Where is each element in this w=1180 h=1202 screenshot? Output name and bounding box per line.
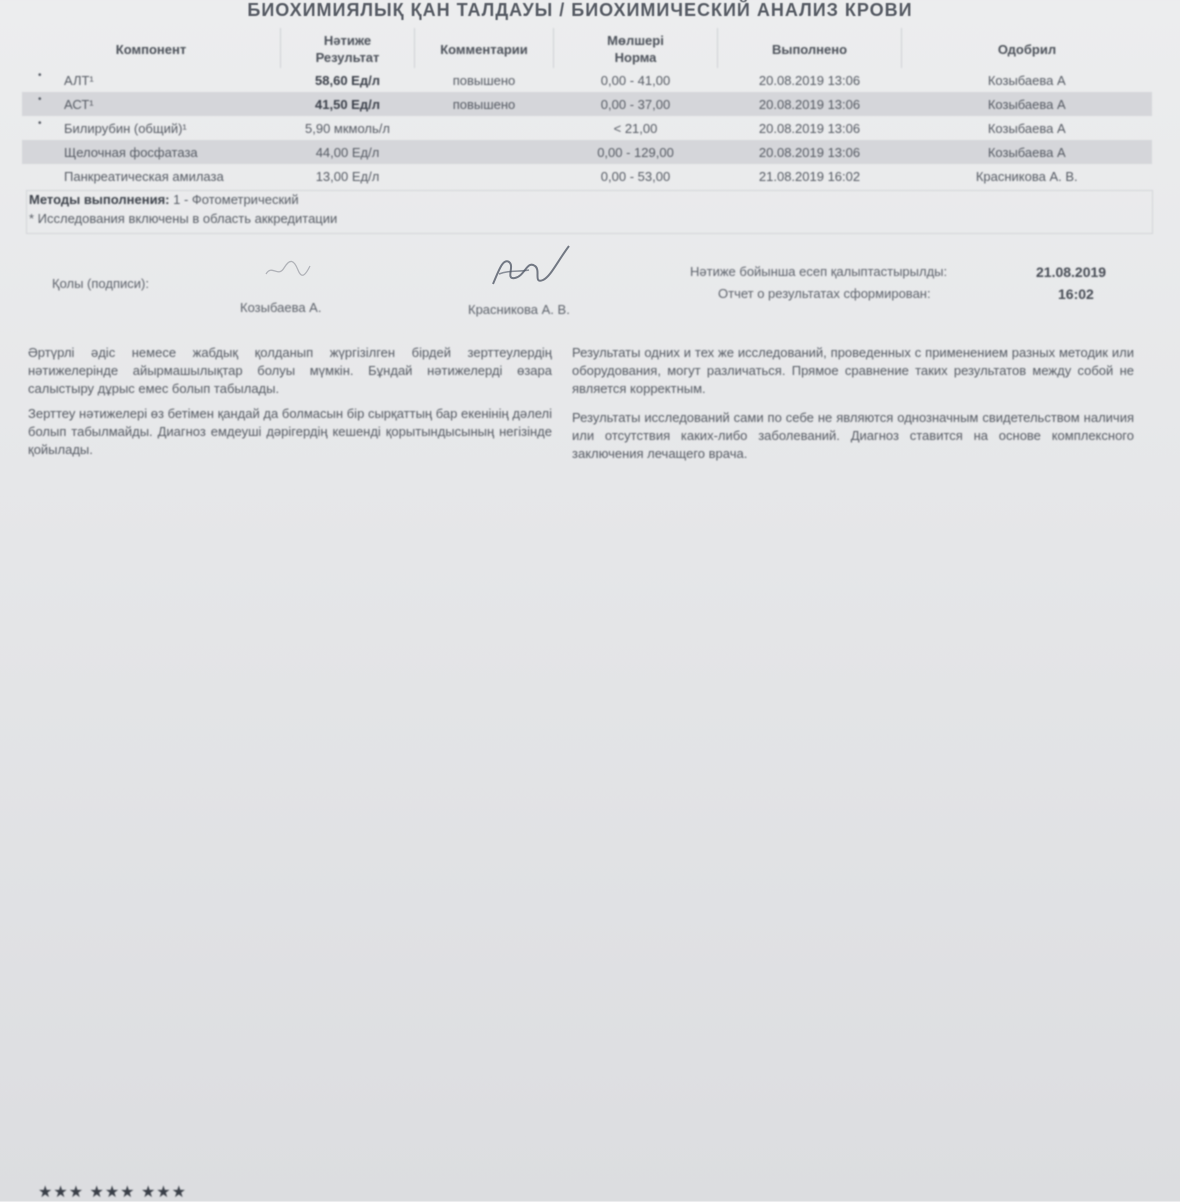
methods-box (26, 190, 1153, 234)
methods-label: Методы выполнения: (29, 192, 170, 207)
disclaimer-kz-2: Зерттеу нәтижелері өз бетімен қандай да болмасын бір сырқаттың бар екенінің дәлелі болып табылмайды. Диагноз емдеуші дәрігердің кешенді қорытындысының негізінде қойылады. (28, 406, 552, 457)
component-name: Щелочная фосфатаза (64, 145, 198, 160)
header-norm-kz: Мөлшері (607, 33, 664, 48)
document-title: БИОХИМИЯЛЫҚ ҚАН ТАЛДАУЫ / БИОХИМИЧЕСКИЙ АНАЛИЗ КРОВИ (247, 0, 913, 20)
cell-done: 20.08.2019 13:06 (758, 121, 861, 136)
cell-result: 58,60 Ед/л (315, 73, 380, 88)
methods-value: 1 - Фотометрический (173, 192, 299, 207)
component-name: АСТ¹ (64, 97, 94, 112)
cell-component (22, 164, 281, 188)
accreditation-note: * Исследования включены в область аккредитации (29, 211, 338, 226)
component-name: Билирубин (общий)¹ (64, 121, 187, 136)
cell-comment (415, 140, 554, 164)
signature-2-graphic (485, 240, 577, 300)
table-row (22, 116, 1152, 140)
cell-comment (415, 164, 554, 188)
header-norm-ru: Норма (614, 50, 657, 65)
cell-norm: 0,00 - 41,00 (600, 73, 671, 88)
cell-norm: 0,00 - 37,00 (554, 92, 718, 116)
report-label-kz: Нәтиже бойынша есеп қалыптастырылды: (690, 264, 948, 279)
cell-done: 20.08.2019 13:06 (718, 92, 902, 116)
signature-1-graphic (262, 252, 312, 284)
cell-result: 41,50 Ед/л (281, 92, 415, 116)
report-label-ru: Отчет о результатах сформирован: (718, 286, 931, 301)
cell-done: 20.08.2019 13:06 (718, 140, 902, 164)
disclaimer-ru-1: Результаты одних и тех же исследований, проведенных с применением разных методик или оборудования, могут различаться. Прямое сравнение таких результатов между собой не является корректным. (572, 345, 1134, 396)
signature-2-name: Красникова А. В. (468, 302, 570, 317)
results-table (22, 28, 1152, 188)
cell-result: 44,00 Ед/л (281, 140, 415, 164)
header-result (281, 28, 415, 68)
cell-component (22, 116, 281, 140)
signature-1-name: Козыбаева А. (240, 300, 322, 315)
cell-norm: 0,00 - 53,00 (600, 169, 671, 184)
header-norm (554, 28, 718, 68)
cell-approved: Красникова А. В. (975, 169, 1078, 184)
cell-approved: Козыбаева А (987, 73, 1066, 88)
table-row (22, 68, 1152, 92)
cell-approved: Козыбаева А (987, 121, 1066, 136)
cell-result: 5,90 мкмоль/л (305, 121, 390, 136)
component-name: АЛТ¹ (64, 73, 94, 88)
cell-comment: повышено (415, 92, 554, 116)
cell-approved: Козыбаева А (902, 140, 1153, 164)
methods-line (29, 192, 299, 207)
report-date: 21.08.2019 (1036, 264, 1107, 280)
header-done: Выполнено (718, 28, 902, 68)
cell-done: 20.08.2019 13:06 (758, 73, 861, 88)
header-result-ru: Результат (315, 50, 380, 65)
cell-component (22, 92, 281, 116)
disclaimer-kz-1: Әртүрлі әдіс немесе жабдық қолданып жүргізілген бірдей зерттеулердің нәтижелерінде айырмашылықтар болуы мүмкін. Бұндай нәтижелерді өзара салыстыру дұрыс емес болып табылады. (28, 345, 552, 396)
table-row (22, 140, 1152, 164)
cell-result: 13,00 Ед/л (315, 169, 380, 184)
disclaimer-ru-2: Результаты исследований сами по себе не являются однозначным свидетельством наличия или отсутствия каких-либо заболеваний. Диагноз ставится на основе комплексного заключения лечащего врача. (572, 410, 1134, 461)
cell-norm: < 21,00 (613, 121, 658, 136)
bullet-marker: • (38, 94, 42, 105)
report-time: 16:02 (1058, 286, 1094, 302)
cell-comment: повышено (452, 73, 516, 88)
header-approved: Одобрил (902, 28, 1153, 68)
bullet-marker: • (38, 70, 42, 81)
header-component: Компонент (115, 41, 187, 57)
cell-component (22, 140, 281, 164)
cell-comment (415, 116, 554, 140)
bullet-marker: • (38, 118, 42, 129)
table-header-row (22, 28, 1152, 68)
header-comments: Комментарии (415, 28, 554, 68)
component-name: Панкреатическая амилаза (64, 169, 224, 184)
cell-norm: 0,00 - 129,00 (554, 140, 718, 164)
cell-component (22, 68, 281, 92)
footer-stars: ★★★ ★★★ ★★★ (38, 1184, 187, 1201)
cell-approved: Козыбаева А (902, 92, 1153, 116)
header-result-kz: Нәтиже (323, 33, 372, 48)
signature-label: Қолы (подписи): (52, 276, 149, 291)
table-row (22, 164, 1152, 188)
table-row (22, 92, 1152, 116)
cell-done: 21.08.2019 16:02 (758, 169, 861, 184)
